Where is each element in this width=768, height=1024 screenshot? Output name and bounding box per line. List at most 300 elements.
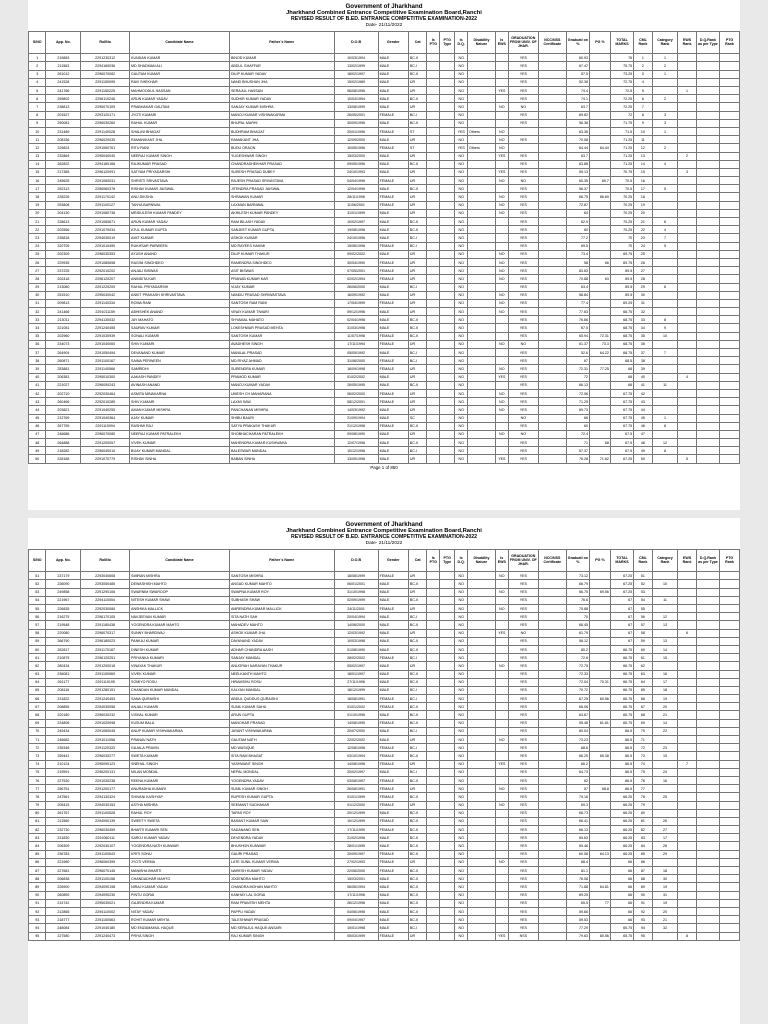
table-cell: FEMALE <box>378 932 408 940</box>
table-cell: 72.75 <box>610 78 633 86</box>
table-cell <box>538 414 566 422</box>
table-cell: JYOTI KUMARI <box>130 111 230 119</box>
table-cell <box>495 185 508 193</box>
table-cell: 217385 <box>46 168 81 176</box>
table-cell: 77.63 <box>566 308 589 316</box>
table-cell: 70.08 <box>566 136 589 144</box>
table-cell: 91 <box>29 899 46 907</box>
table-cell: NO <box>455 119 468 127</box>
table-cell <box>468 357 496 365</box>
table-cell <box>495 744 508 752</box>
table-cell: 74.4 <box>566 87 589 95</box>
table-cell: 59.66 <box>566 907 589 915</box>
table-cell: 67.5 <box>566 324 589 332</box>
table-cell: BC-II <box>408 834 427 842</box>
table-cell: 77 <box>590 899 611 907</box>
table-cell <box>720 834 740 842</box>
table-cell <box>538 78 566 86</box>
table-cell <box>678 916 697 924</box>
table-row <box>29 70 740 78</box>
table-cell: 66 <box>610 858 633 866</box>
table-cell <box>440 867 455 875</box>
table-cell: NO <box>508 103 538 111</box>
page-header <box>28 518 740 546</box>
table-cell: 8 <box>652 316 678 324</box>
table-cell <box>440 291 455 299</box>
table-cell: 2291100156 <box>81 875 130 883</box>
table-cell: 66.25 <box>610 842 633 850</box>
table-cell <box>678 316 697 324</box>
table-cell <box>720 136 740 144</box>
table-cell <box>720 654 740 662</box>
table-cell <box>538 95 566 103</box>
table-cell: LATE SUNIL KUMAR VERMA <box>229 858 334 866</box>
table-cell <box>678 809 697 817</box>
table-cell: 87 <box>634 867 653 875</box>
table-cell <box>720 891 740 899</box>
table-cell <box>590 924 611 932</box>
table-cell: MALE <box>378 70 408 78</box>
table-cell <box>652 365 678 373</box>
table-cell: 49 <box>634 447 653 455</box>
table-cell: YES <box>508 250 538 258</box>
table-cell: MALE <box>378 883 408 891</box>
table-cell <box>440 858 455 866</box>
table-cell: 67.5 <box>610 447 633 455</box>
table-cell <box>427 111 440 119</box>
table-cell: 09/12/1996 <box>334 308 378 316</box>
table-cell: 30 <box>634 291 653 299</box>
table-cell: 28 <box>29 275 46 283</box>
table-cell <box>440 168 455 176</box>
table-cell: 70.72 <box>566 686 589 694</box>
table-cell: 66.5 <box>610 736 633 744</box>
table-cell: 86.69 <box>590 193 611 201</box>
table-cell <box>427 332 440 340</box>
table-cell <box>538 662 566 670</box>
table-cell <box>427 54 440 62</box>
table-row <box>29 588 740 596</box>
table-cell <box>440 875 455 883</box>
table-cell: BC-II <box>408 809 427 817</box>
table-cell: FEMALE <box>378 177 408 185</box>
table-row <box>29 389 740 397</box>
table-cell <box>468 801 496 809</box>
table-cell <box>427 152 440 160</box>
table-cell <box>468 324 496 332</box>
table-cell <box>720 127 740 135</box>
table-cell <box>427 645 440 653</box>
table-cell: LAXMI SAW <box>229 398 334 406</box>
table-cell: 212865 <box>46 907 81 915</box>
table-cell: 2296110246 <box>81 95 130 103</box>
table-cell: MALE <box>378 834 408 842</box>
table-cell: VISHAL KUMAR <box>130 711 230 719</box>
table-cell: 21 <box>29 218 46 226</box>
table-cell <box>696 283 719 291</box>
table-cell: UR <box>408 267 427 275</box>
table-cell: FEMALE <box>378 267 408 275</box>
table-row <box>29 678 740 686</box>
table-cell: 19 <box>29 201 46 209</box>
table-cell: NO <box>455 78 468 86</box>
table-cell <box>590 670 611 678</box>
table-cell: 66.25 <box>610 834 633 842</box>
table-cell: 66.75 <box>566 193 589 201</box>
table-row <box>29 842 740 850</box>
table-cell: 2295010300 <box>81 373 130 381</box>
table-cell <box>720 414 740 422</box>
table-cell: 12 <box>652 613 678 621</box>
table-cell: 73.23 <box>566 736 589 744</box>
table-cell: JAYANT VISHWAKARMA <box>229 727 334 735</box>
table-cell <box>440 160 455 168</box>
table-cell <box>652 430 678 438</box>
table-cell <box>590 242 611 250</box>
table-cell: UR <box>408 177 427 185</box>
table-cell: 31/08/2000 <box>334 357 378 365</box>
table-cell <box>427 381 440 389</box>
table-cell <box>696 299 719 307</box>
table-cell: 4 <box>678 373 697 381</box>
table-cell: 90 <box>29 891 46 899</box>
table-cell: 31 <box>652 891 678 899</box>
table-cell <box>427 283 440 291</box>
table-cell <box>590 381 611 389</box>
table-cell: 251510 <box>46 291 81 299</box>
table-cell: 58 <box>566 258 589 266</box>
table-cell: UR <box>408 406 427 414</box>
table-cell <box>720 719 740 727</box>
table-cell <box>696 768 719 776</box>
table-cell <box>538 234 566 242</box>
table-cell <box>468 103 496 111</box>
table-cell <box>696 308 719 316</box>
table-cell: 24/10/1993 <box>334 168 378 176</box>
table-cell <box>495 719 508 727</box>
table-row <box>29 324 740 332</box>
table-cell <box>468 686 496 694</box>
table-cell <box>696 695 719 703</box>
table-cell: 68 <box>29 711 46 719</box>
table-cell <box>468 193 496 201</box>
table-cell <box>696 736 719 744</box>
table-cell: 2 <box>634 62 653 70</box>
column-header: Graduati on % <box>566 32 589 54</box>
table-cell: 58 <box>29 629 46 637</box>
table-cell: NO <box>455 875 468 883</box>
table-cell: 68.5 <box>610 357 633 365</box>
table-cell: NO <box>455 430 468 438</box>
table-cell: 2291240453 <box>81 695 130 703</box>
table-cell: NO <box>455 349 468 357</box>
table-header-row <box>29 550 740 572</box>
table-cell: 01/08/1990 <box>334 645 378 653</box>
table-cell: 79.16 <box>566 793 589 801</box>
table-cell: 84 <box>29 842 46 850</box>
table-cell: 68.75 <box>610 340 633 348</box>
table-cell <box>427 613 440 621</box>
table-cell <box>590 629 611 637</box>
table-row <box>29 283 740 291</box>
table-cell: 36 <box>29 340 46 348</box>
table-cell <box>652 299 678 307</box>
table-cell: Others <box>468 127 496 135</box>
table-cell: 83 <box>634 834 653 842</box>
table-cell: AAKASH PANDEY <box>130 373 230 381</box>
table-cell: NO <box>455 850 468 858</box>
table-cell: NO <box>455 711 468 719</box>
table-cell: MALE <box>378 414 408 422</box>
table-cell: BC-II <box>408 119 427 127</box>
table-cell: YES <box>508 678 538 686</box>
table-cell: 2 <box>678 152 697 160</box>
table-cell <box>468 381 496 389</box>
table-cell <box>652 785 678 793</box>
table-cell: 2296030353 <box>81 250 130 258</box>
table-row <box>29 686 740 694</box>
table-cell: 68 <box>610 365 633 373</box>
table-cell: 7 <box>678 760 697 768</box>
table-cell <box>440 430 455 438</box>
table-cell: NO <box>495 340 508 348</box>
table-cell: 02/09/1999 <box>334 596 378 604</box>
table-cell: 2293120171 <box>81 111 130 119</box>
table-cell: YES <box>508 70 538 78</box>
table-cell: 11 <box>652 381 678 389</box>
table-cell <box>440 711 455 719</box>
table-cell: 11 <box>634 136 653 144</box>
table-cell: 66.13 <box>566 381 589 389</box>
table-cell <box>538 678 566 686</box>
table-cell <box>678 637 697 645</box>
table-cell: BIJAY KUMAR MANDAL <box>130 447 230 455</box>
table-cell <box>652 201 678 209</box>
table-cell <box>678 834 697 842</box>
table-cell: 53 <box>29 588 46 596</box>
table-cell: NANDU PRASAD SHRIWASTAVA <box>229 291 334 299</box>
table-cell: 41 <box>634 381 653 389</box>
table-cell <box>495 645 508 653</box>
table-cell: 20 <box>652 907 678 915</box>
table-cell: 83 <box>29 834 46 842</box>
table-cell: NO <box>495 801 508 809</box>
table-cell: NEERAJ KUMAR SINGH <box>130 152 230 160</box>
table-row <box>29 62 740 70</box>
column-header: App. No. <box>46 32 81 54</box>
table-cell: MAHMOODUL HASSAN <box>130 87 230 95</box>
table-cell <box>440 907 455 915</box>
table-cell <box>538 637 566 645</box>
table-cell: SIMRAN MISHRA <box>130 572 230 580</box>
table-cell: 40 <box>634 373 653 381</box>
table-cell <box>590 645 611 653</box>
table-cell <box>538 447 566 455</box>
table-cell <box>468 398 496 406</box>
table-cell <box>427 744 440 752</box>
table-cell: BC-II <box>408 226 427 234</box>
table-cell: NO <box>455 678 468 686</box>
table-cell: NO <box>455 907 468 915</box>
table-cell <box>696 201 719 209</box>
table-cell: MANOJ KUMAR YADAV <box>229 381 334 389</box>
table-cell <box>678 258 697 266</box>
table-cell: 65.75 <box>610 924 633 932</box>
table-cell: MAHENDRA KUMAR KUSHWAHA <box>229 439 334 447</box>
table-cell <box>468 916 496 924</box>
table-cell: 2291030939 <box>81 332 130 340</box>
table-cell <box>538 152 566 160</box>
table-cell: SHALINI BHAGAT <box>130 127 230 135</box>
table-cell: 13/02/1999 <box>334 62 378 70</box>
table-cell: MALE <box>378 283 408 291</box>
table-cell: 60 <box>566 226 589 234</box>
table-cell <box>720 817 740 825</box>
table-cell: 64.22 <box>590 349 611 357</box>
table-cell: FEMALE <box>378 201 408 209</box>
table-cell: 219883 <box>46 54 81 62</box>
table-cell <box>720 580 740 588</box>
table-cell <box>652 389 678 397</box>
table-cell <box>440 62 455 70</box>
table-row <box>29 308 740 316</box>
table-row <box>29 119 740 127</box>
table-cell: 81 <box>634 817 653 825</box>
table-cell: 65.63 <box>566 834 589 842</box>
govt-title: Government of Jharkhand <box>345 521 423 528</box>
table-cell: 06/01/2001 <box>334 580 378 588</box>
table-cell: 8 <box>652 422 678 430</box>
table-row <box>29 111 740 119</box>
table-cell: 80 <box>634 809 653 817</box>
table-cell <box>678 752 697 760</box>
table-cell: 22/08/2000 <box>334 867 378 875</box>
table-cell: BC-II <box>408 332 427 340</box>
table-cell <box>590 727 611 735</box>
table-cell: 57 <box>29 621 46 629</box>
table-cell: SUNIL KUMAR SINGH <box>229 785 334 793</box>
table-cell: 66 <box>610 899 633 907</box>
table-cell: 61 <box>634 654 653 662</box>
table-cell <box>720 924 740 932</box>
table-cell: 12/03/1992 <box>334 629 378 637</box>
table-cell: 6 <box>652 218 678 226</box>
table-cell <box>468 760 496 768</box>
table-row <box>29 455 740 463</box>
table-cell: 70 <box>566 613 589 621</box>
table-cell: 76.6 <box>566 596 589 604</box>
table-row <box>29 168 740 176</box>
table-cell <box>495 580 508 588</box>
table-cell <box>678 842 697 850</box>
table-cell: 5 <box>652 242 678 250</box>
table-cell: 2296030232 <box>81 711 130 719</box>
table-cell: 2293040608 <box>81 572 130 580</box>
table-cell <box>538 801 566 809</box>
table-cell: UR <box>408 291 427 299</box>
table-cell <box>440 686 455 694</box>
table-cell: 56.38 <box>566 119 589 127</box>
table-cell: 66 <box>610 907 633 915</box>
table-cell: 67 <box>610 629 633 637</box>
table-cell: 27/02/1993 <box>334 858 378 866</box>
table-cell: PINTU GORAI <box>130 891 230 899</box>
table-cell: NO <box>455 621 468 629</box>
table-cell <box>468 70 496 78</box>
table-cell <box>495 226 508 234</box>
table-cell: NO <box>455 785 468 793</box>
table-cell <box>440 193 455 201</box>
table-cell: 15/03/2000 <box>334 152 378 160</box>
table-cell: 10 <box>652 332 678 340</box>
table-cell: 57 <box>566 785 589 793</box>
table-cell: 5 <box>634 87 653 95</box>
table-cell: 259441 <box>46 752 81 760</box>
table-cell: SWAPNA KUMAR ROY <box>229 588 334 596</box>
table-cell <box>440 87 455 95</box>
table-cell <box>538 654 566 662</box>
table-cell: YES <box>508 768 538 776</box>
table-cell <box>440 242 455 250</box>
table-cell <box>440 381 455 389</box>
table-cell: UR <box>408 629 427 637</box>
table-cell: 32 <box>29 308 46 316</box>
table-cell <box>538 695 566 703</box>
table-cell: YES <box>508 308 538 316</box>
table-cell <box>427 826 440 834</box>
table-cell <box>590 834 611 842</box>
table-cell: 70 <box>634 727 653 735</box>
table-cell <box>720 152 740 160</box>
table-cell <box>538 111 566 119</box>
table-cell <box>468 54 496 62</box>
table-cell: 14/08/2000 <box>334 621 378 629</box>
table-cell: FEMALE <box>378 398 408 406</box>
table-cell: 77 <box>634 785 653 793</box>
table-cell <box>590 152 611 160</box>
table-cell: 23 <box>29 234 46 242</box>
table-cell: YES <box>508 201 538 209</box>
table-cell: 241466 <box>46 308 81 316</box>
table-cell: 12 <box>29 144 46 152</box>
table-cell <box>427 670 440 678</box>
table-cell: NO <box>455 218 468 226</box>
table-cell <box>652 168 678 176</box>
table-cell: 65.38 <box>590 752 611 760</box>
table-cell <box>538 70 566 78</box>
table-cell <box>538 177 566 185</box>
table-cell: 54 <box>634 596 653 604</box>
table-cell <box>538 226 566 234</box>
table-cell: 2291020098 <box>81 719 130 727</box>
table-cell: NO <box>508 414 538 422</box>
table-cell: 58.84 <box>566 291 589 299</box>
table-row <box>29 357 740 365</box>
table-cell: YES <box>508 744 538 752</box>
table-cell: PRANAV NATH <box>130 736 230 744</box>
table-cell: 1 <box>652 414 678 422</box>
table-cell: BUDU ORAON <box>229 144 334 152</box>
table-cell <box>720 168 740 176</box>
table-cell: FEMALE <box>378 817 408 825</box>
table-cell <box>538 826 566 834</box>
table-cell <box>590 817 611 825</box>
table-cell: 10 <box>652 580 678 588</box>
table-cell <box>590 801 611 809</box>
table-cell: UR <box>408 430 427 438</box>
table-cell: 38 <box>634 357 653 365</box>
table-cell: 218282 <box>46 447 81 455</box>
